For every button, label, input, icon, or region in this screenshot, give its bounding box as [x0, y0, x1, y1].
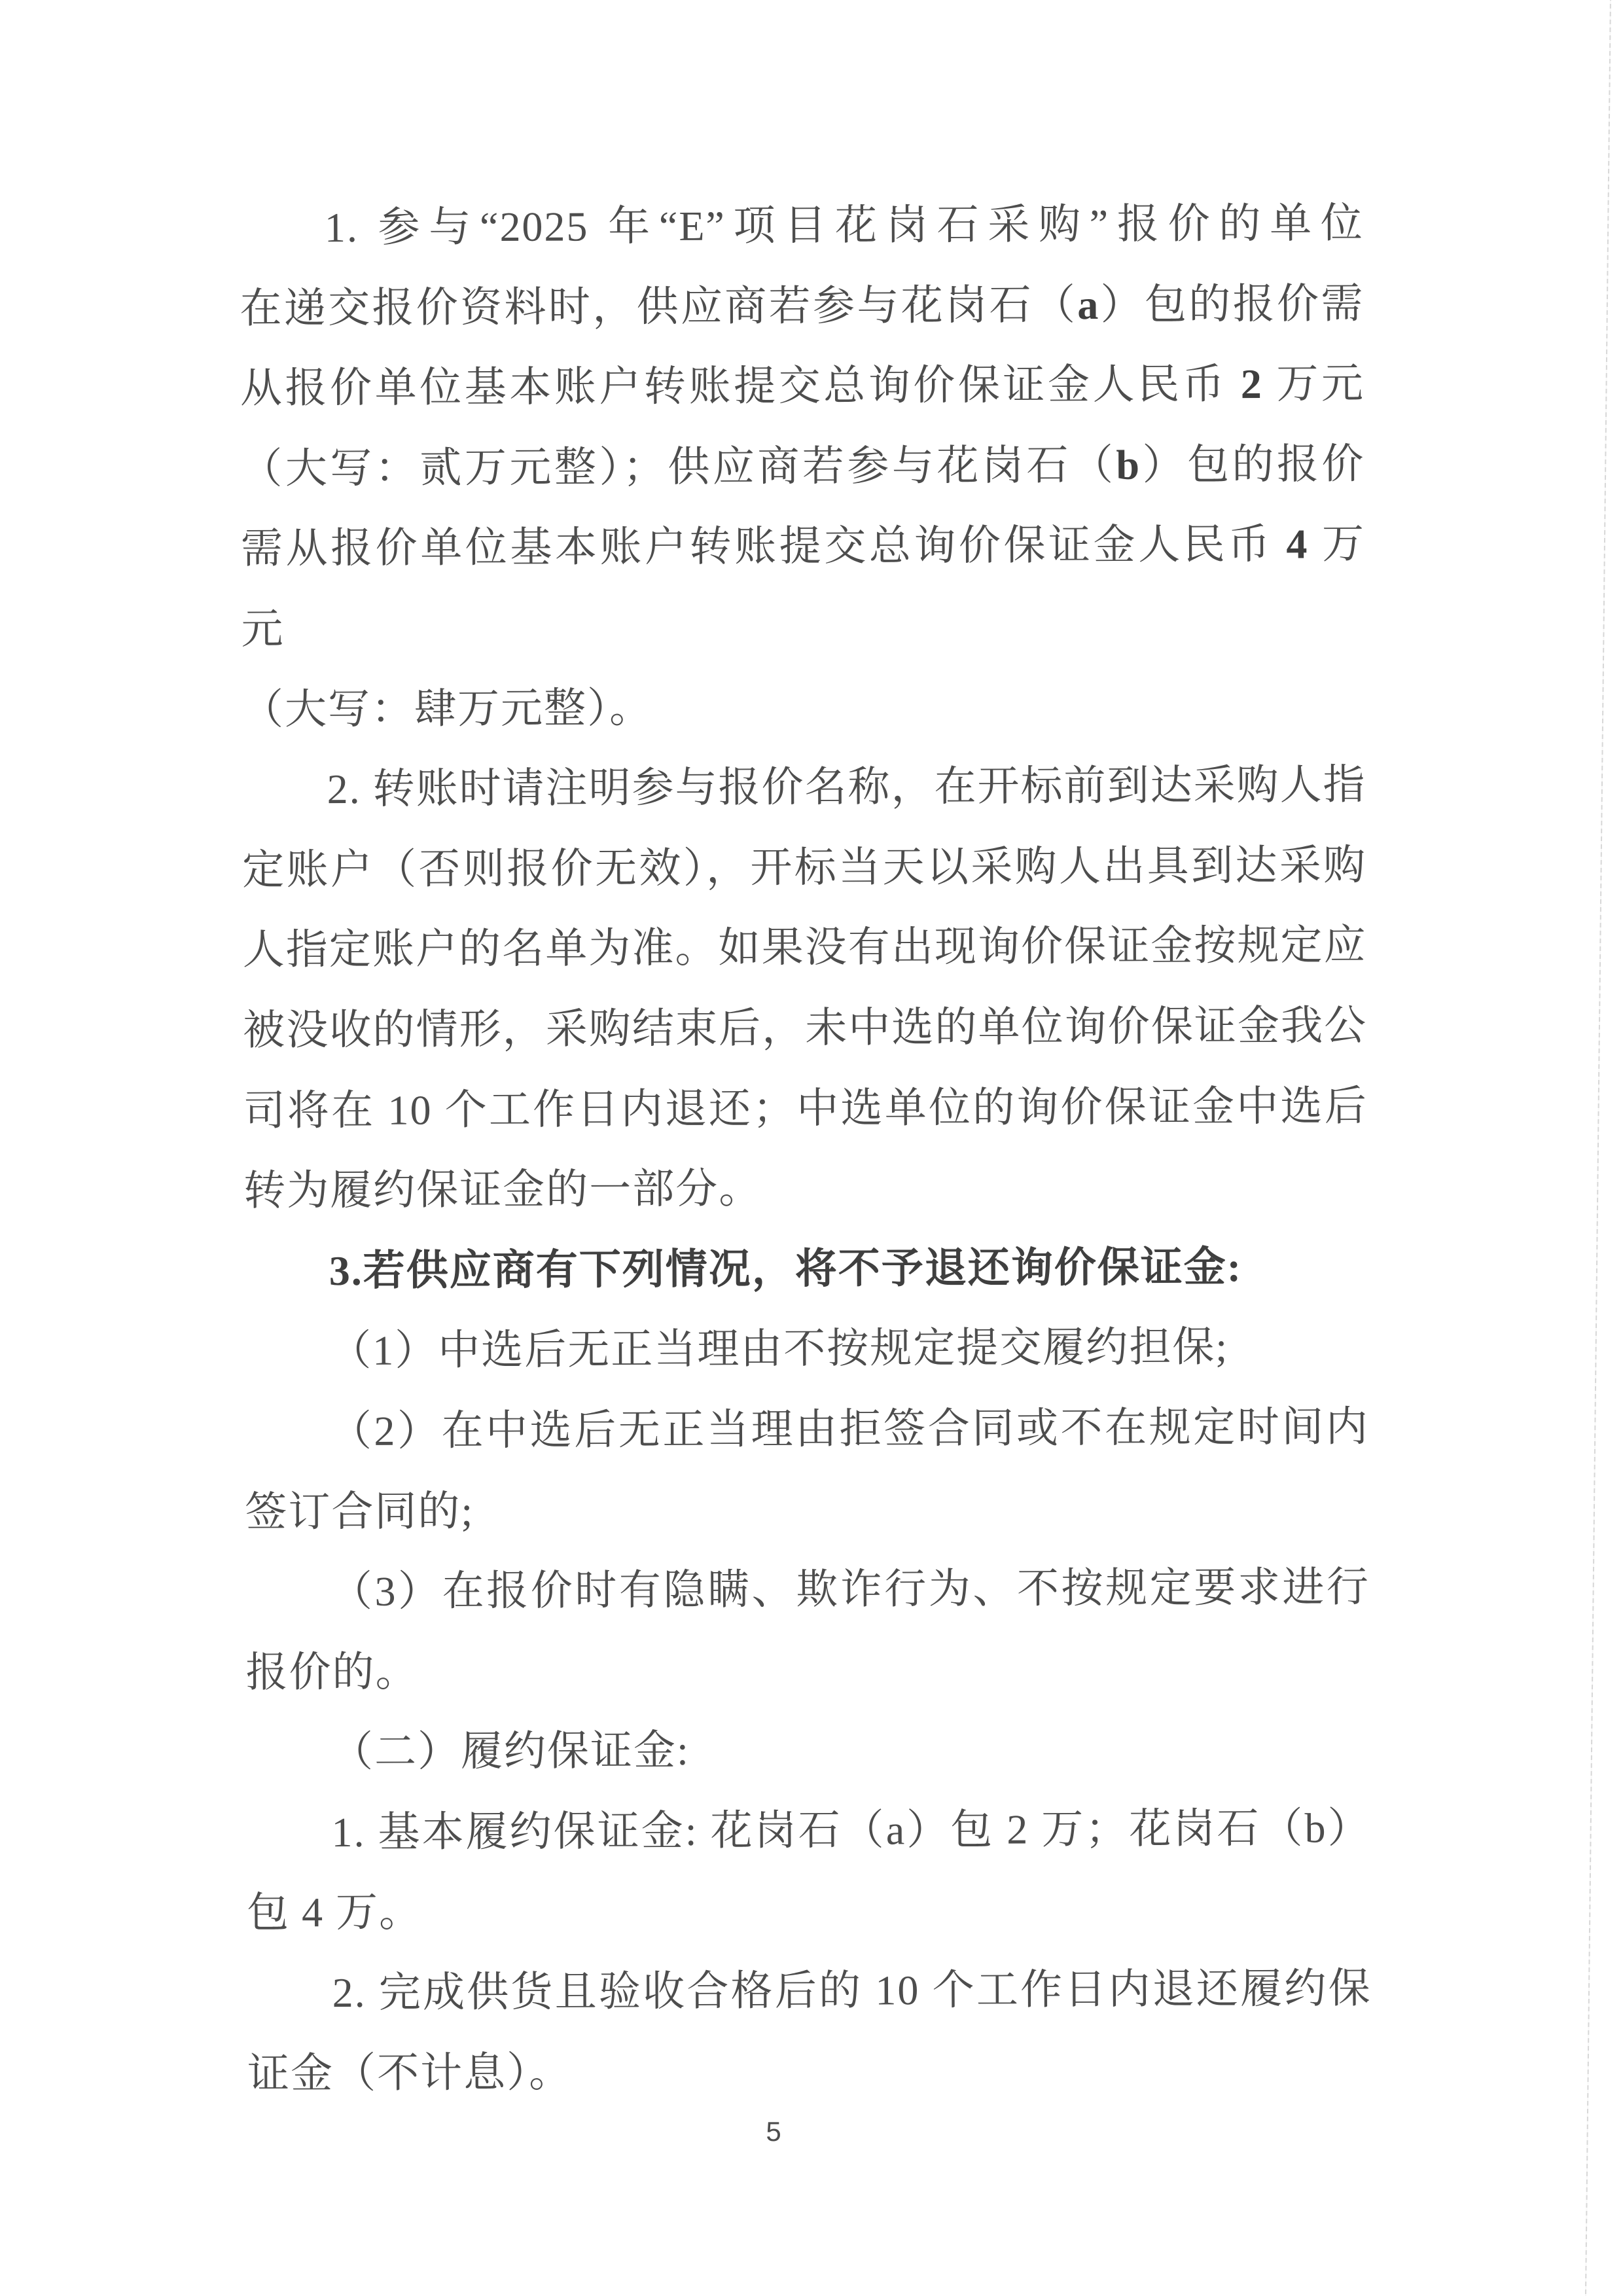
text-run: 定账户（否则报价无效），开标当天以采购人出具到达采购: [241, 842, 1367, 893]
text-line: [243, 1066, 1368, 1151]
text-line: [244, 1227, 1369, 1312]
text-run: 2. 完成供货且验收合格后的 10 个工作日内退还履约保: [332, 1965, 1372, 2017]
text-run: 证金（不计息）。: [247, 2049, 573, 2097]
text-line: [241, 505, 1366, 670]
text-line: [244, 1307, 1369, 1392]
text-line: [246, 1788, 1371, 1873]
text-run: 万元: [241, 520, 1366, 653]
text-run: 包 4 万。: [246, 1889, 423, 1937]
text-line: [247, 1948, 1372, 2034]
text-line: [243, 1146, 1368, 1231]
text-run: 司将在 10 个工作日内退还；中选单位的询价保证金中选后: [243, 1082, 1368, 1134]
text-run: 报价的。: [245, 1648, 419, 1696]
text-run: （3）在报价时有隐瞒、欺诈行为、不按规定要求进行: [330, 1564, 1370, 1615]
text-line: [240, 344, 1365, 429]
text-run: 2. 转账时请注明参与报价名称，在开标前到达采购人指: [327, 761, 1366, 813]
text-run: （1）中选后无正当理由不按规定提交履约担保;: [329, 1323, 1229, 1374]
text-run: 在递交报价资料时，供应商若参与花岗石（: [240, 281, 1078, 332]
text-run: 签订合同的;: [245, 1487, 474, 1535]
text-line: [240, 424, 1365, 509]
text-run: ）包的报价: [1140, 440, 1365, 488]
text-run: （大写：肆万元整）。: [241, 684, 653, 733]
text-run: 万元: [1262, 360, 1365, 408]
text-line: [245, 1387, 1370, 1472]
text-line: [246, 1708, 1371, 1793]
text-line: [241, 745, 1366, 830]
text-line: [245, 1628, 1370, 1713]
text-line: [243, 986, 1368, 1071]
text-run: 转为履约保证金的一部分。: [243, 1165, 762, 1214]
scan-artifact-line: [1585, 0, 1611, 2296]
text-run: 1. 基本履约保证金: 花岗石（a）包 2 万；花岗石（b）: [331, 1804, 1371, 1856]
text-line: [240, 264, 1364, 349]
text-line: [242, 906, 1367, 991]
text-run: （2）在中选后无正当理由拒签合同或不在规定时间内: [329, 1403, 1370, 1455]
text-line: [245, 1467, 1370, 1552]
document-body: [240, 183, 1372, 2114]
text-line: [240, 183, 1364, 268]
text-line: [247, 1869, 1372, 1954]
bold-text-run: b: [1116, 441, 1141, 488]
text-line: [247, 2029, 1372, 2114]
text-line: [241, 665, 1366, 750]
text-run: 人指定账户的名单为准。如果没有出现询价保证金按规定应: [242, 922, 1367, 974]
text-line: [245, 1547, 1370, 1632]
text-run: 需从报价单位基本账户转账提交总询价保证金人民币: [240, 521, 1287, 573]
bold-text-run: 2: [1240, 361, 1263, 408]
text-run: （大写：贰万元整）；供应商若参与花岗石（: [240, 441, 1116, 492]
text-run: 被没收的情形，采购结束后，未中选的单位询价保证金我公: [243, 1002, 1368, 1054]
text-run: 1. 参与“2025 年“E”项目花岗石采购”报价的单位: [324, 200, 1364, 251]
bold-text-run: a: [1077, 281, 1100, 328]
text-run: （二）履约保证金:: [330, 1727, 690, 1776]
page-number: 5: [766, 2116, 781, 2147]
text-run: 3.若供应商有下列情况，将不予退还询价保证金:: [329, 1243, 1243, 1294]
text-line: [242, 825, 1367, 910]
bold-text-run: 4: [1286, 521, 1309, 568]
text-run: 从报价单位基本账户转账提交总询价保证金人民币: [240, 361, 1241, 412]
text-run: ）包的报价需: [1099, 279, 1364, 328]
